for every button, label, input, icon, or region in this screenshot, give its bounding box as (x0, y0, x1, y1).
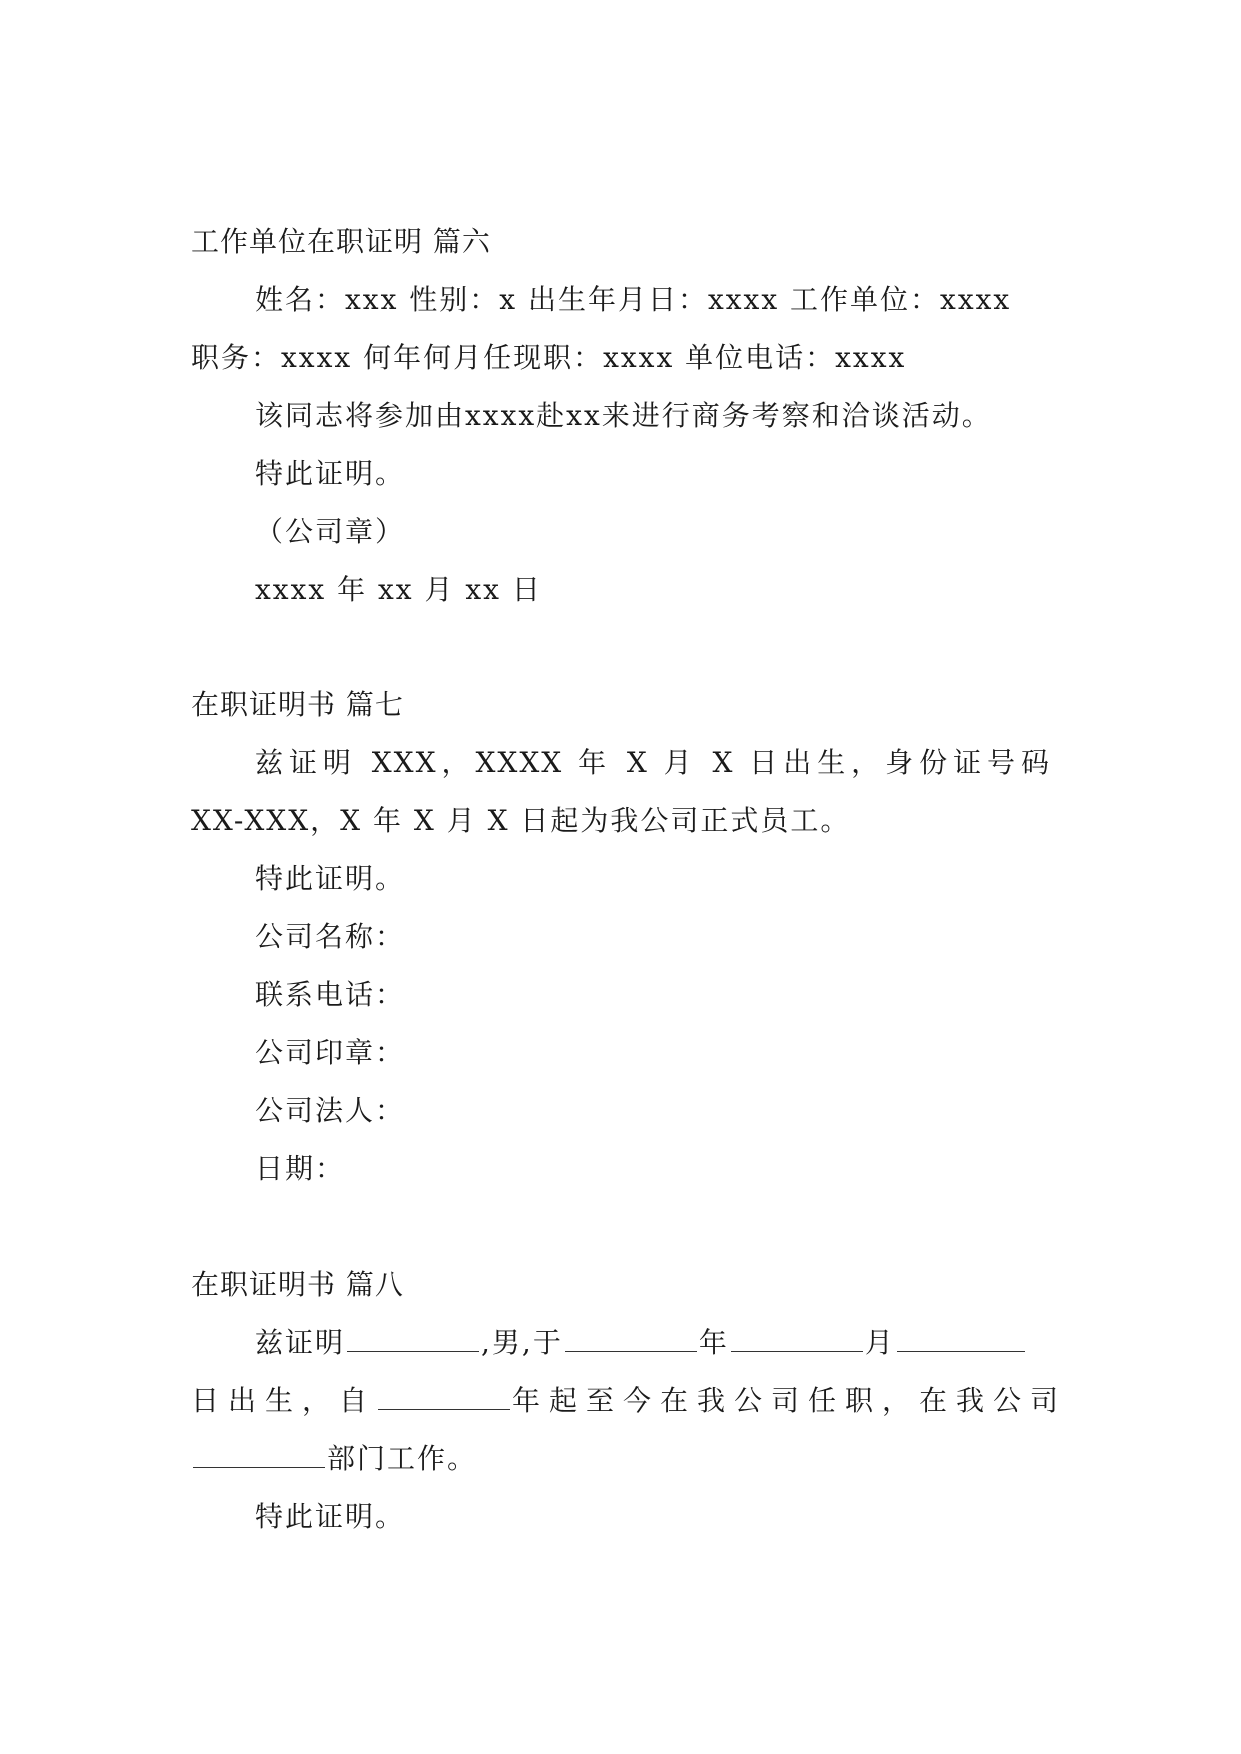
section-7-legal-person: 公司法人： (255, 1094, 406, 1127)
section-8 (191, 1256, 1068, 1546)
section-7-statement-line-2: XX-XXX，X 年 X 月 X 日起为我公司正式员工。 (191, 804, 851, 837)
section-6-title: 工作单位在职证明 篇六 (191, 225, 491, 258)
section-8-text: 月 (864, 1326, 895, 1359)
section-8-statement-line-2 (191, 1372, 1068, 1430)
section-7-date: 日期： (255, 1152, 346, 1185)
section-7-company-name: 公司名称： (255, 920, 406, 953)
section-7 (191, 676, 1051, 1198)
section-6-company-seal: （公司章） (255, 515, 406, 548)
section-8-text: 日出生，自 (191, 1384, 377, 1417)
section-8-text: 兹证明 (255, 1326, 346, 1359)
section-7-certify: 特此证明。 (255, 862, 406, 895)
blank-birth-month (731, 1327, 863, 1352)
section-8-text: ,男,于 (481, 1326, 563, 1359)
section-8-text: 年 (698, 1326, 729, 1359)
section-8-text: 部门工作。 (327, 1442, 478, 1475)
section-8-statement-line-1 (191, 1314, 1051, 1372)
section-6-certify: 特此证明。 (255, 457, 406, 490)
section-6-date: xxxx 年 xx 月 xx 日 (255, 573, 542, 606)
blank-name (347, 1327, 479, 1352)
section-6-job-info: 职务：xxxx 何年何月任现职：xxxx 单位电话：xxxx (191, 341, 907, 374)
section-6-activity: 该同志将参加由xxxx赴xx来进行商务考察和洽谈活动。 (255, 399, 992, 432)
section-7-contact-phone: 联系电话： (255, 978, 406, 1011)
section-8-title: 在职证明书 篇八 (191, 1268, 404, 1301)
section-8-certify: 特此证明。 (255, 1500, 406, 1533)
blank-start-year (378, 1385, 510, 1410)
section-6-personal-info: 姓名：xxx 性别：x 出生年月日：xxxx 工作单位：xxxx (255, 283, 1012, 316)
blank-birth-year (565, 1327, 697, 1352)
blank-birth-day (897, 1327, 1025, 1352)
blank-department (193, 1443, 325, 1468)
section-7-title: 在职证明书 篇七 (191, 688, 404, 721)
section-8-statement-line-3 (191, 1430, 1051, 1488)
section-8-text: 年起至今在我公司任职，在我公司 (512, 1384, 1068, 1417)
section-7-company-seal: 公司印章： (255, 1036, 406, 1069)
section-7-statement-line-1: 兹证明 XXX，XXXX 年 X 月 X 日出生，身份证号码 (255, 746, 1051, 779)
section-6 (191, 213, 1051, 619)
